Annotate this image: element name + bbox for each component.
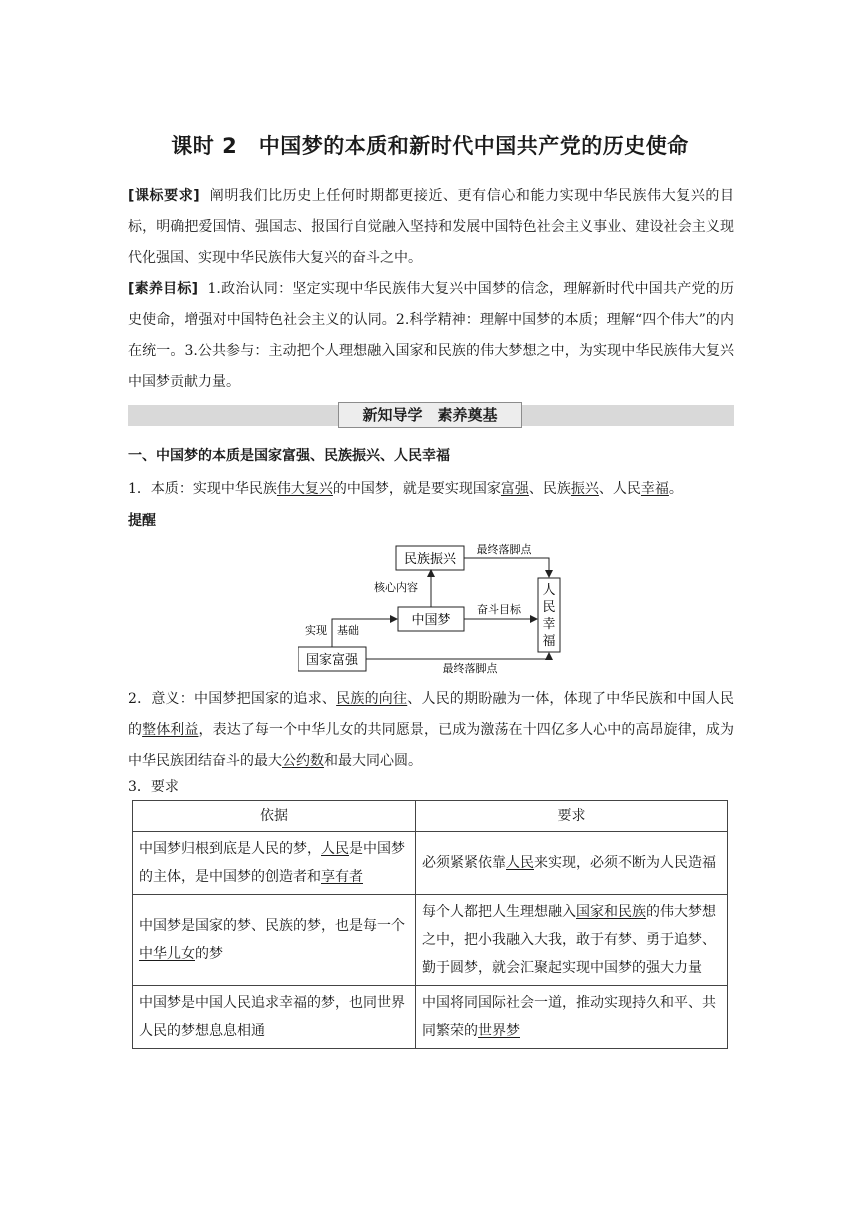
curriculum-text: 阐明我们比历史上任何时期都更接近、更有信心和能力实现中华民族伟大复兴的目标，明确把爱国情、强国志、报国行自觉融入坚持和发展中国特色社会主义事业、建设社会主义现代化强国、实现中华民族伟大复兴的奋斗之中。 (128, 188, 735, 266)
node-renmin-2: 民 (542, 600, 556, 615)
table-cell-basis: 中国梦是中国人民追求幸福的梦，也同世界人民的梦想息息相通 (133, 986, 416, 1049)
arrow-top (464, 558, 549, 577)
table-header-row (133, 801, 728, 832)
curriculum-tag: [课标要求] (128, 188, 200, 204)
underline-xingfu: 幸福 (640, 481, 669, 497)
underline-zhengti: 整体利益 (142, 722, 199, 738)
table-header-requirement: 要求 (416, 801, 728, 832)
label-core: 核心内容 (374, 581, 418, 594)
label-bottom: 最终落脚点 (442, 662, 498, 674)
arrow-bottom (366, 653, 549, 659)
requirement-heading: 3．要求 (128, 779, 179, 795)
table-cell-requirement: 每个人都把人生理想融入国家和民族的伟大梦想之中，把小我融入大我，敢于有梦、勇于追梦、勤于圆梦，就会汇聚起实现中国梦的强大力量 (416, 895, 728, 986)
node-minzu: 民族振兴 (403, 552, 457, 567)
underline-fuxing: 伟大复兴 (276, 481, 333, 497)
node-zhongguomeng: 中国梦 (411, 613, 451, 628)
table-header-basis: 依据 (133, 801, 416, 832)
node-guojia: 国家富强 (305, 653, 359, 668)
underline-xiangwang: 民族的向往 (336, 691, 408, 707)
table-row (133, 895, 728, 986)
concept-diagram (298, 540, 570, 674)
section-banner: 新知导学 素养奠基 (338, 402, 522, 428)
node-renmin-1: 人 (542, 583, 556, 598)
table-row (133, 986, 728, 1049)
significance-paragraph: 2．意义：中国梦把国家的追求、民族的向往、人民的期盼融为一体，体现了中华民族和中国人民的整体利益，表达了每一个中华儿女的共同愿景，已成为激荡在十四亿多人心中的高昂旋律，成为中华民族团结奋斗的最大公约数和最大同心圆。 (128, 691, 735, 769)
essence-paragraph: 1．本质：实现中华民族伟大复兴的中国梦，就是要实现国家富强、民族振兴、人民幸福。 (128, 481, 683, 497)
underline-zhenxing: 振兴 (570, 481, 599, 497)
section-heading: 一、中国梦的本质是国家富强、民族振兴、人民幸福 (128, 448, 450, 464)
underline-gongyueshu: 公约数 (282, 753, 324, 769)
table-row (133, 832, 728, 895)
literacy-goals (128, 274, 734, 398)
requirements-table (132, 800, 728, 1049)
table-cell-requirement: 必须紧紧依靠人民来实现，必须不断为人民造福 (416, 832, 728, 895)
underline-fuqiang: 富强 (500, 481, 529, 497)
label-goal: 奋斗目标 (477, 603, 521, 616)
literacy-tag: [素养目标] (128, 281, 199, 297)
label-top: 最终落脚点 (476, 543, 532, 556)
label-jichu: 基础 (337, 624, 359, 637)
table-cell-requirement: 中国将同国际社会一道，推动实现持久和平、共同繁荣的世界梦 (416, 986, 728, 1049)
curriculum-requirement (128, 181, 734, 274)
reminder-label: 提醒 (128, 513, 156, 529)
table-cell-basis: 中国梦是国家的梦、民族的梦，也是每一个中华儿女的梦 (133, 895, 416, 986)
table-cell-basis: 中国梦归根到底是人民的梦，人民是中国梦的主体，是中国梦的创造者和享有者 (133, 832, 416, 895)
node-renmin-3: 幸 (542, 617, 556, 632)
label-shixian: 实现 (305, 624, 327, 637)
literacy-text: 1.政治认同：坚定实现中华民族伟大复兴中国梦的信念，理解新时代中国共产党的历史使命，增强对中国特色社会主义的认同。2.科学精神：理解中国梦的本质；理解“四个伟大”的内在统一。3.公共参与：主动把个人理想融入国家和民族的伟大梦想之中，为实现中华民族伟大复兴中国梦贡献力量。 (128, 281, 735, 390)
node-renmin-4: 福 (542, 634, 556, 649)
page-title: 课时 2 中国梦的本质和新时代中国共产党的历史使命 (171, 134, 689, 158)
